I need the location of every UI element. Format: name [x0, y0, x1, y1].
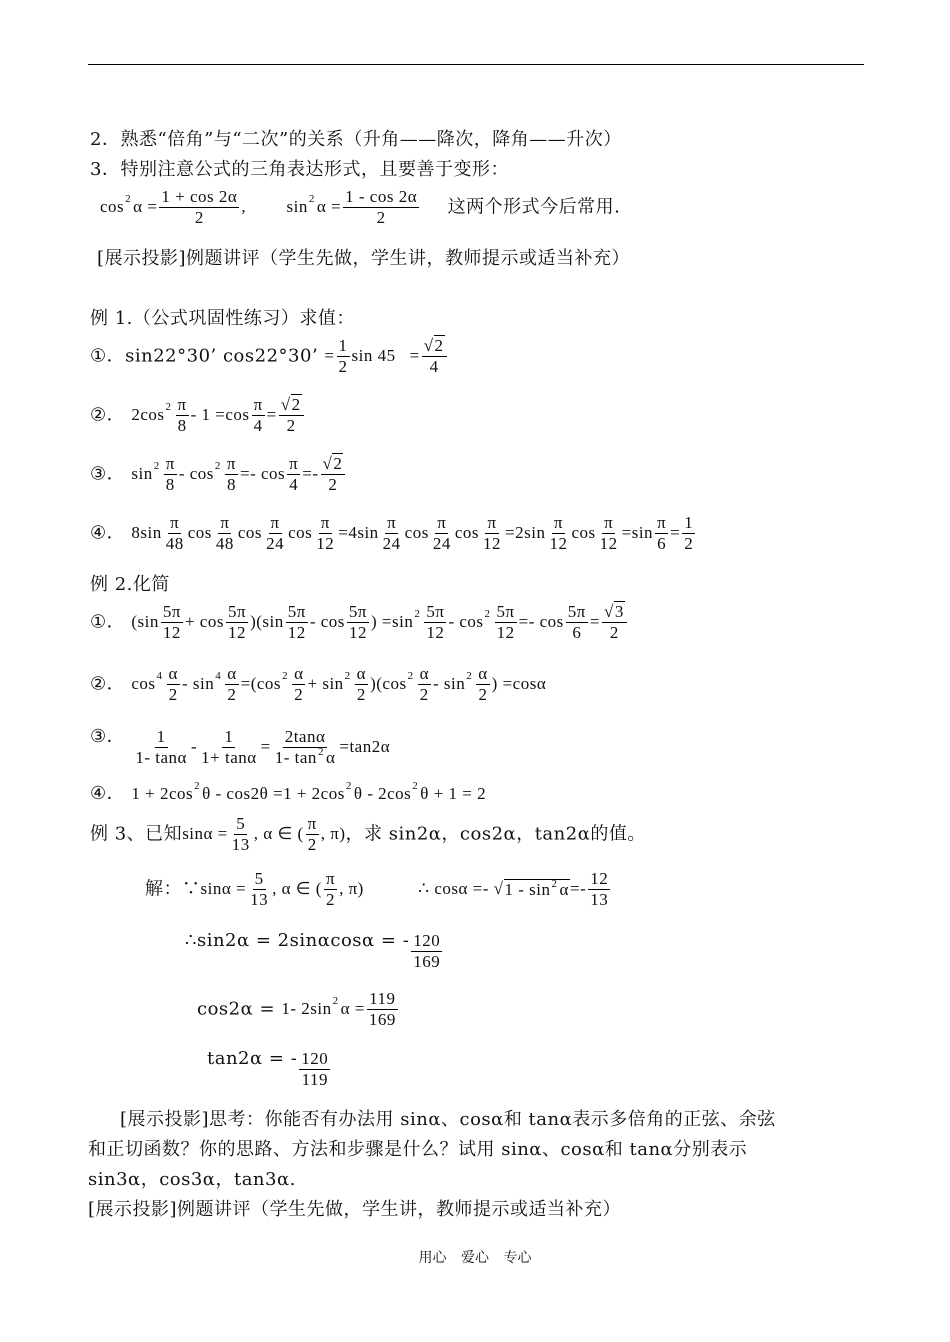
paragraph-line-3: sin3α，cos3α，tan3α. — [88, 1169, 296, 1190]
example-2-item-4: ④． 1 + 2cos 2 θ - cos2θ =1 + 2cos 2 θ - 2cos 2 θ + 1 = 2 — [90, 780, 487, 804]
solution-line-1: 解：∵sinα = 5 13 , α ∈ ( π 2 , π) ∴ cosα =- √ $1 - \sin^2 \alpha$ =- 12 13 — [145, 869, 609, 909]
example-2-title: 例 2.化简 — [90, 574, 170, 595]
paragraph-line-2: 和正切函数？你的思路、方法和步骤是什么？试用 sinα、cosα和 tanα分别表示 — [88, 1139, 748, 1160]
example-2-item-1: ①． (sin 5π 12 + cos 5π 12 )(sin 5π 12 - cos 5π 12 ) =sin 2 5π 12 - cos 2 5π 12 =- cos 5π 6 = √3 2 — [90, 603, 629, 642]
example-1-title: 例 1.（公式巩固性练习）求值： — [90, 308, 355, 329]
paragraph-line-4: [展示投影]例题讲评（学生先做，学生讲，教师提示或适当补充） — [88, 1199, 622, 1220]
formula-line-halfangle: cos 2 α = 1 + cos 2α 2 , sin 2 α = 1 - cos 2α 2 这两个形式今后常用. — [100, 187, 621, 227]
formula-note: 这两个形式今后常用. — [447, 196, 621, 218]
example-2-item-2: ②． cos 4 α 2 - sin 4 α 2 =(cos 2 α 2 + sin 2 α 2 )(cos 2 α 2 - sin 2 α 2 ) =cosα — [90, 664, 547, 704]
example-1-item-3: ③． sin 2 π 8 - cos 2 π 8 =- cos π 4 =- √2 2 — [90, 455, 347, 494]
header-rule — [88, 64, 864, 65]
example-1-item-4: ④． 8sin π 48 cos π 48 cos π 24 cos π 12 =4sin π 24 cos π 24 cos π 12 =2sin π 12 cos π 12 =sin π 6 = 1 2 — [90, 513, 694, 553]
example-2-item-3: ③． 1 1- tanα - 1 1+ tanα = 2tanα 1- $\tan^2 \alpha$ =tan2α — [90, 726, 391, 767]
text-line-4: [展示投影]例题讲评（学生先做，学生讲，教师提示或适当补充） — [97, 248, 631, 269]
text-line-1: 2．熟悉“倍角”与“二次”的关系（升角——降次，降角——升次） — [90, 129, 622, 150]
paragraph-line-1: [展示投影]思考：你能否有办法用 sinα、cosα和 tanα表示多倍角的正弦、余弦 — [120, 1109, 776, 1130]
solution-line-2: ∴sin2α = 2sinαcosα = - 120 169 — [185, 930, 441, 971]
page-footer: 用心 爱心 专心 — [418, 1250, 532, 1266]
example-1-item-2: ②． 2cos 2 π 8 - 1 =cos π 4 = √2 2 — [90, 396, 306, 435]
solution-line-3: cos2α = 1- 2sin 2 α = 119 169 — [197, 989, 396, 1029]
text-line-2: 3．特别注意公式的三角表达形式，且要善于变形： — [90, 159, 509, 180]
example-3-line: 例 3、已知sinα = 5 13 , α ∈ ( π 2 , π)，求 sin2α，cos2α，tan2α的值。 — [90, 814, 646, 854]
solution-line-4: tan2α = - 120 119 — [207, 1048, 329, 1089]
example-1-item-1: ①．sin22°30’ cos22°30’ = 1 2 sin 45 = √2 4 — [90, 337, 449, 376]
